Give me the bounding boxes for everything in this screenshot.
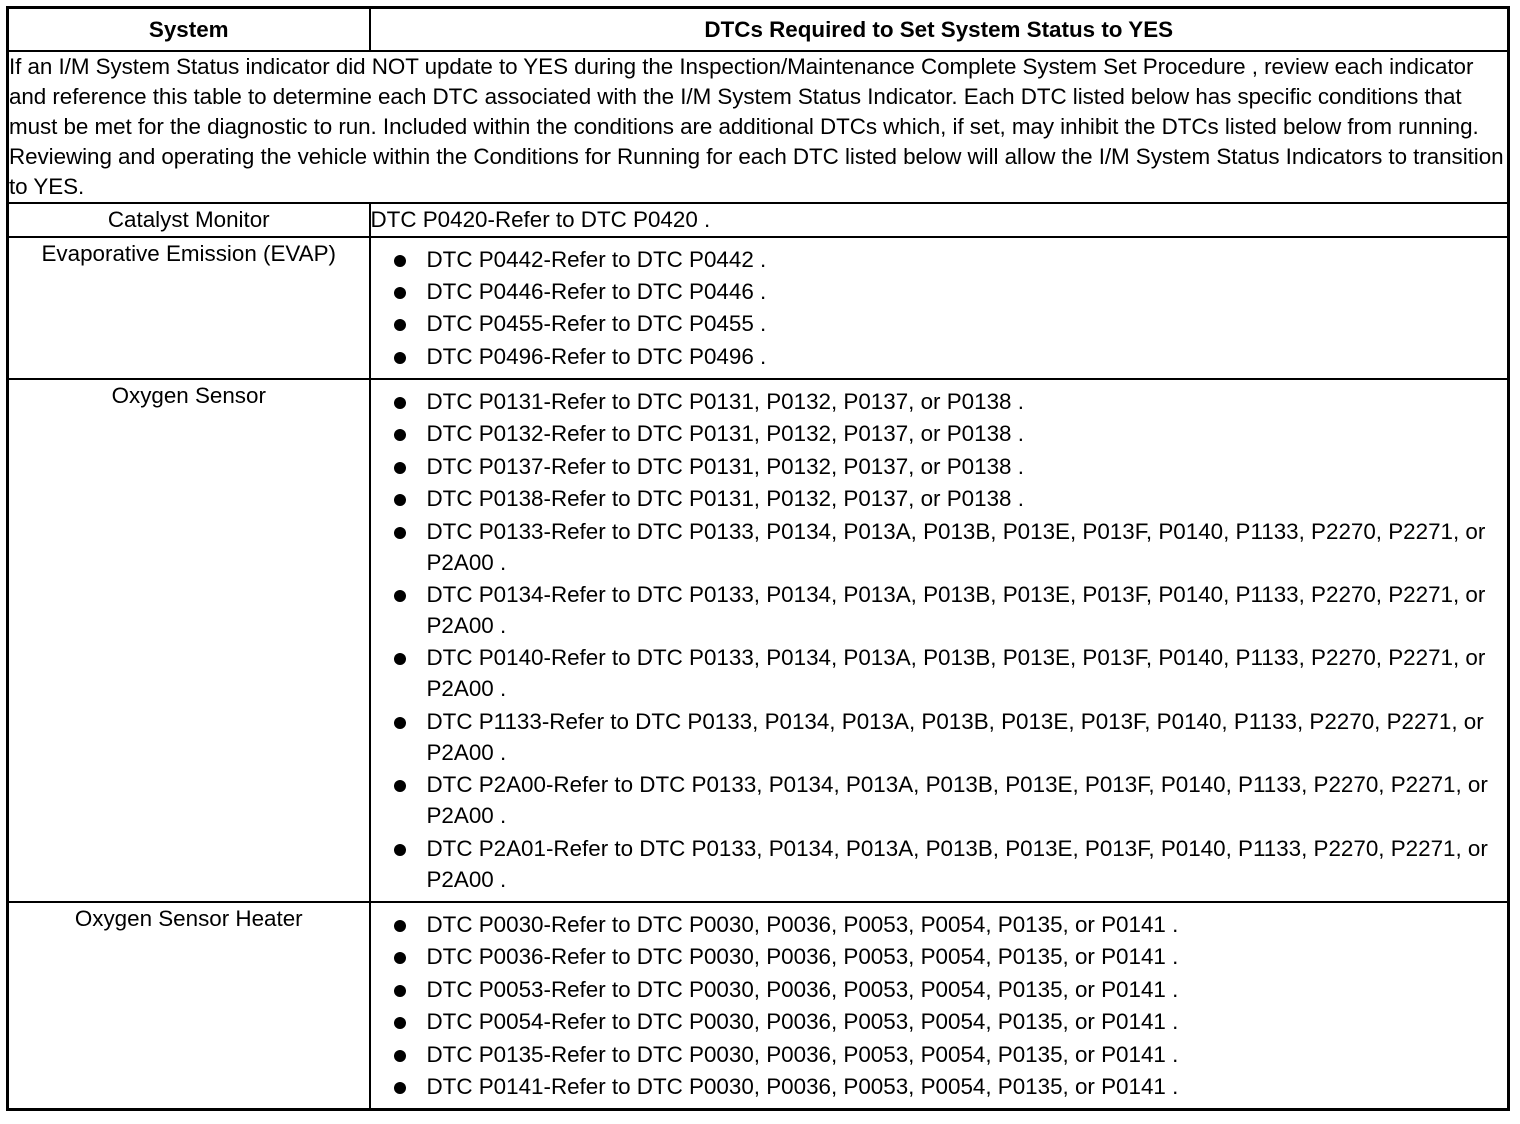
table-row bbox=[8, 379, 1509, 902]
dtc-text: DTC P0131-Refer to DTC P0131, P0132, P0137, or P0138 . bbox=[426, 389, 1024, 415]
bullet-icon bbox=[394, 352, 406, 364]
list-item bbox=[371, 909, 1508, 940]
bullet-icon bbox=[394, 780, 406, 792]
dtc-text: DTC P1133-Refer to DTC P0133, P0134, P013A, P013B, P013E, P013F, P0140, P1133, P2270, P2271, or P2A00 . bbox=[426, 708, 1484, 765]
bullet-icon bbox=[394, 717, 406, 729]
dtc-text: DTC P0140-Refer to DTC P0133, P0134, P013A, P013B, P013E, P013F, P0140, P1133, P2270, P2271, or P2A00 . bbox=[426, 645, 1486, 702]
table-row bbox=[8, 902, 1509, 1110]
list-item bbox=[371, 833, 1508, 895]
dtc-text: DTC P0496-Refer to DTC P0496 . bbox=[426, 343, 767, 369]
dtc-text: DTC P0141-Refer to DTC P0030, P0036, P0053, P0054, P0135, or P0141 . bbox=[426, 1073, 1179, 1099]
system-cell: Oxygen Sensor bbox=[8, 379, 370, 902]
bullet-icon bbox=[394, 844, 406, 856]
list-item bbox=[371, 1006, 1508, 1037]
list-item bbox=[371, 974, 1508, 1005]
bullet-icon bbox=[394, 1082, 406, 1094]
dtc-text: DTC P0132-Refer to DTC P0131, P0132, P0137, or P0138 . bbox=[426, 421, 1024, 447]
list-item bbox=[371, 1039, 1508, 1070]
bullet-icon bbox=[394, 494, 406, 506]
header-system: System bbox=[8, 8, 370, 52]
list-item bbox=[371, 941, 1508, 972]
dtc-text: DTC P0446-Refer to DTC P0446 . bbox=[426, 278, 767, 304]
list-item bbox=[371, 308, 1508, 339]
dtc-text: DTC P0455-Refer to DTC P0455 . bbox=[426, 311, 767, 337]
list-item bbox=[371, 276, 1508, 307]
dtc-text: DTC P0134-Refer to DTC P0133, P0134, P013A, P013B, P013E, P013F, P0140, P1133, P2270, P2271, or P2A00 . bbox=[426, 582, 1486, 639]
dtc-text: DTC P0133-Refer to DTC P0133, P0134, P013A, P013B, P013E, P013F, P0140, P1133, P2270, P2271, or P2A00 . bbox=[426, 518, 1486, 575]
dtc-text: DTC P0442-Refer to DTC P0442 . bbox=[426, 246, 767, 272]
list-item bbox=[371, 706, 1508, 768]
dtc-text: DTC P2A01-Refer to DTC P0133, P0134, P013A, P013B, P013E, P013F, P0140, P1133, P2270, P2271, or P2A00 . bbox=[426, 835, 1488, 892]
list-item bbox=[371, 1071, 1508, 1102]
dtc-cell bbox=[370, 902, 1509, 1110]
dtc-table bbox=[6, 6, 1510, 1111]
dtc-list bbox=[371, 238, 1508, 379]
dtc-text: DTC P0135-Refer to DTC P0030, P0036, P0053, P0054, P0135, or P0141 . bbox=[426, 1041, 1179, 1067]
dtc-text: DTC P0036-Refer to DTC P0030, P0036, P0053, P0054, P0135, or P0141 . bbox=[426, 944, 1179, 970]
dtc-list bbox=[371, 903, 1508, 1108]
header-row bbox=[8, 8, 1509, 52]
intro-row bbox=[8, 51, 1509, 203]
dtc-text: DTC P0030-Refer to DTC P0030, P0036, P0053, P0054, P0135, or P0141 . bbox=[426, 911, 1179, 937]
list-item bbox=[371, 386, 1508, 417]
list-item bbox=[371, 341, 1508, 372]
list-item bbox=[371, 769, 1508, 831]
list-item bbox=[371, 418, 1508, 449]
list-item bbox=[371, 451, 1508, 482]
system-cell: Evaporative Emission (EVAP) bbox=[8, 237, 370, 380]
dtc-text: DTC P2A00-Refer to DTC P0133, P0134, P013A, P013B, P013E, P013F, P0140, P1133, P2270, P2271, or P2A00 . bbox=[426, 772, 1488, 829]
bullet-icon bbox=[394, 1050, 406, 1062]
bullet-icon bbox=[394, 429, 406, 441]
bullet-icon bbox=[394, 590, 406, 602]
system-cell: Oxygen Sensor Heater bbox=[8, 902, 370, 1110]
dtc-text: DTC P0054-Refer to DTC P0030, P0036, P0053, P0054, P0135, or P0141 . bbox=[426, 1009, 1179, 1035]
bullet-icon bbox=[394, 985, 406, 997]
list-item bbox=[371, 244, 1508, 275]
dtc-text: DTC P0137-Refer to DTC P0131, P0132, P0137, or P0138 . bbox=[426, 453, 1024, 479]
bullet-icon bbox=[394, 1017, 406, 1029]
table-row bbox=[8, 203, 1509, 237]
dtc-cell bbox=[370, 237, 1509, 380]
bullet-icon bbox=[394, 462, 406, 474]
dtc-text: DTC P0138-Refer to DTC P0131, P0132, P0137, or P0138 . bbox=[426, 486, 1024, 512]
bullet-icon bbox=[394, 397, 406, 409]
system-cell: Catalyst Monitor bbox=[8, 203, 370, 237]
intro-paragraph: If an I/M System Status indicator did NOT update to YES during the Inspection/Maintenance Complete System Set Procedure , review each indicator and reference this table to determine each DTC associated with the I/M System Status Indicator. Each DTC listed below has specific conditions that must be met for the diagnostic to run. Included within the conditions are additional DTCs which, if set, may inhibit the DTCs listed below from running. Reviewing and operating the vehicle within the Conditions for Running for each DTC listed below will allow the I/M System Status Indicators to transition to YES. bbox=[8, 51, 1509, 203]
document-page bbox=[6, 6, 1506, 1116]
bullet-icon bbox=[394, 527, 406, 539]
bullet-icon bbox=[394, 653, 406, 665]
bullet-icon bbox=[394, 287, 406, 299]
list-item bbox=[371, 642, 1508, 704]
header-dtcs-required: DTCs Required to Set System Status to YES bbox=[370, 8, 1509, 52]
dtc-list bbox=[371, 380, 1508, 901]
dtc-text: DTC P0053-Refer to DTC P0030, P0036, P0053, P0054, P0135, or P0141 . bbox=[426, 976, 1179, 1002]
dtc-cell: DTC P0420-Refer to DTC P0420 . bbox=[370, 203, 1509, 237]
bullet-icon bbox=[394, 952, 406, 964]
table-row bbox=[8, 237, 1509, 380]
bullet-icon bbox=[394, 255, 406, 267]
list-item bbox=[371, 579, 1508, 641]
bullet-icon bbox=[394, 920, 406, 932]
bullet-icon bbox=[394, 319, 406, 331]
list-item bbox=[371, 516, 1508, 578]
list-item bbox=[371, 483, 1508, 514]
dtc-cell bbox=[370, 379, 1509, 902]
